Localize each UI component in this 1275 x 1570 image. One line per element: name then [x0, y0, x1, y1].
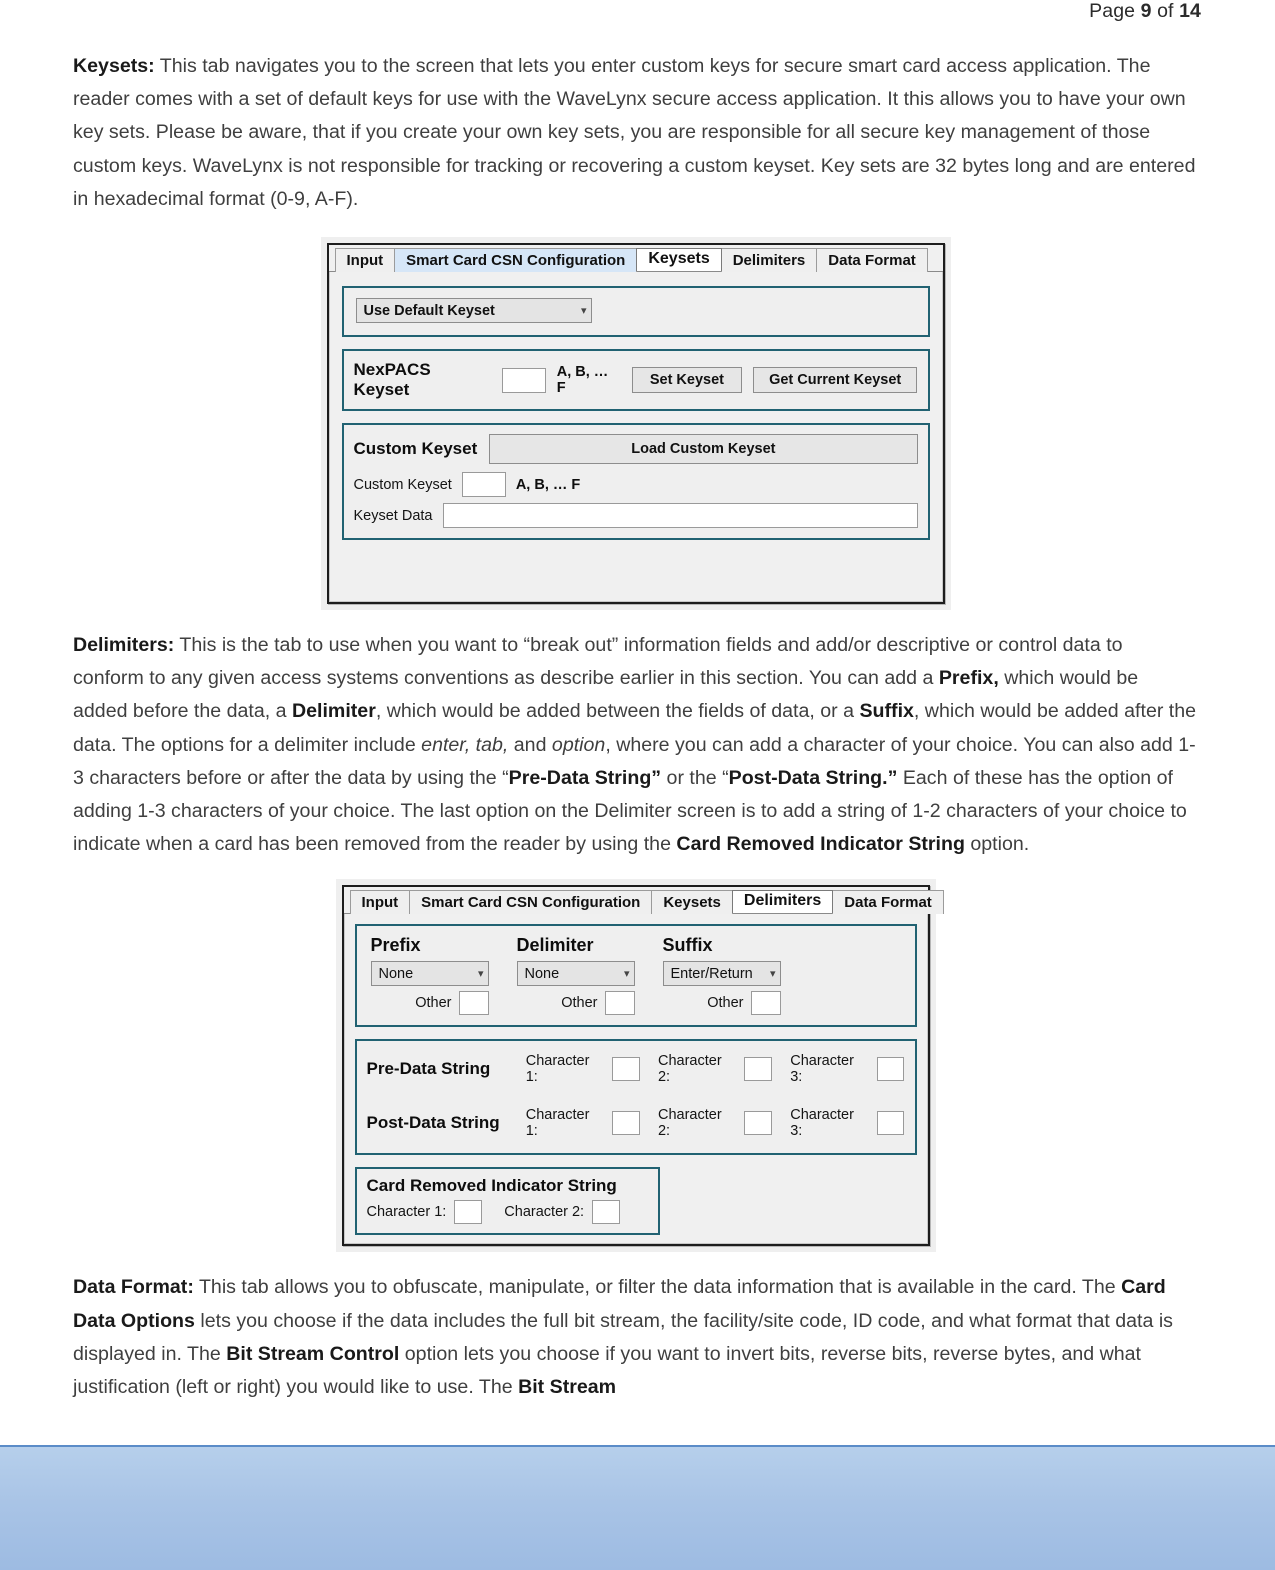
- tab-keysets[interactable]: Keysets: [636, 248, 721, 271]
- card-removed-char-2-input[interactable]: [592, 1200, 620, 1224]
- delimiters-bold-delimiter: Delimiter: [291, 700, 376, 723]
- suffix-other-row: [663, 991, 781, 1015]
- pre-data-char-2-input[interactable]: [744, 1057, 772, 1081]
- post-data-char-3-input[interactable]: [877, 1111, 905, 1135]
- pre-data-char-3-label: Character 3:: [790, 1053, 854, 1086]
- keyset-mode-value: Use Default Keyset: [363, 302, 495, 319]
- load-custom-keyset-button[interactable]: Load Custom Keyset: [489, 434, 917, 464]
- card-removed-char-1-label: Character 1:: [366, 1204, 447, 1221]
- pre-data-char-2-label: Character 2:: [657, 1053, 722, 1086]
- prefix-other-label: Other: [415, 995, 452, 1012]
- prefix-title: Prefix: [370, 935, 421, 956]
- suffix-column: [663, 935, 809, 1015]
- post-data-char-1-group: [526, 1107, 640, 1139]
- post-data-char-1-label: Character 1:: [525, 1107, 590, 1140]
- tab-keysets[interactable]: Keysets: [651, 890, 733, 914]
- custom-keyset-group: [342, 423, 930, 540]
- delimiters-text-8: Each of these has the option of adding 1-3 characters of your choice. The last option on the Delimiter screen is to add a string of 1-2 characters of your choice to indicate when a card has been removed from the reader by using the: [73, 766, 1187, 856]
- keysets-tab-strip: [329, 245, 943, 272]
- chevron-down-icon: ▾: [477, 968, 484, 981]
- tab-smart-card-csn-configuration[interactable]: Smart Card CSN Configuration: [409, 890, 652, 914]
- delimiters-app-window: [342, 885, 930, 1246]
- delimiter-column: [517, 935, 663, 1015]
- suffix-title: Suffix: [662, 935, 713, 956]
- data-format-text-2: lets you choose if the data includes the full bit stream, the facility/site code, ID code, and what format that data is displayed in. The: [73, 1309, 1173, 1365]
- data-format-bold-bit-stream-control: Bit Stream Control: [226, 1342, 400, 1365]
- nexpacs-keyset-group: [342, 349, 930, 411]
- keysets-body-text: This tab navigates you to the screen that lets you enter custom keys for secure smart card access application. The reader comes with a set of default keys for use with the WaveLynx secure access application. It this allows you to have your own key sets. Please be aware, that if you create your own key sets, you are responsible for all secure key management of those custom keys. WaveLynx is not responsible for tracking or recovering a custom keyset. Key sets are 32 bytes long and are entered in hexadecimal format (0-9, A-F).: [73, 55, 1196, 210]
- page-total: 14: [1179, 0, 1201, 22]
- keysets-tab-panel: [329, 272, 943, 602]
- delimiters-text-2: which would be added before the data, a: [73, 667, 1139, 723]
- delimiters-tab-strip: [344, 887, 932, 914]
- delimiter-other-label: Other: [561, 995, 598, 1012]
- data-format-lead-in: Data Format:: [73, 1276, 194, 1299]
- footer-banner: [0, 1445, 1275, 1570]
- pre-data-string-row: [357, 1045, 915, 1093]
- custom-keyset-input[interactable]: [462, 472, 506, 497]
- post-data-char-3-group: [790, 1107, 904, 1139]
- delimiters-text-6: , where you can add a character of your choice. You can also add 1-3 characters before or after the data by using the “: [73, 733, 1196, 789]
- pre-data-char-3-input[interactable]: [877, 1057, 905, 1081]
- chevron-down-icon: ▾: [580, 305, 587, 318]
- get-current-keyset-button[interactable]: Get Current Keyset: [753, 367, 918, 393]
- post-data-char-2-input[interactable]: [744, 1111, 772, 1135]
- custom-keyset-field-label: Custom Keyset: [353, 476, 452, 493]
- delimiters-bold-suffix: Suffix: [859, 700, 914, 723]
- prefix-other-row: [371, 991, 489, 1015]
- post-data-char-3-label: Character 3:: [790, 1107, 854, 1140]
- figure-keysets-screenshot: [321, 237, 951, 610]
- nexpacs-keyset-title: NexPACS Keyset: [353, 360, 431, 400]
- nexpacs-keyset-row: [344, 351, 928, 409]
- tab-data-format[interactable]: Data Format: [816, 248, 928, 272]
- delimiters-bold-card-removed: Card Removed Indicator String: [676, 833, 965, 856]
- pre-data-string-title: Pre-Data String: [366, 1059, 491, 1079]
- delimiters-text-7: or the “: [661, 766, 729, 789]
- page-number-header: [1089, 0, 1201, 23]
- post-data-char-2-label: Character 2:: [657, 1107, 722, 1140]
- delimiters-text-3: , which would be added between the fields of data, or a: [375, 700, 860, 723]
- data-format-text-3: option lets you choose if you want to invert bits, reverse bits, reverse bytes, and what justification (left or right) you would like to use. The: [73, 1342, 1142, 1399]
- delimiters-italic-option: option: [551, 733, 606, 756]
- nexpacs-keyset-input[interactable]: [502, 368, 546, 393]
- prefix-delimiter-suffix-group: [355, 924, 917, 1027]
- tab-delimiters[interactable]: Delimiters: [721, 248, 818, 272]
- prefix-delimiter-suffix-columns: [371, 935, 901, 1015]
- keysets-lead-in: Keysets:: [73, 55, 155, 77]
- post-data-char-2-group: [658, 1107, 772, 1139]
- tab-data-format[interactable]: Data Format: [832, 890, 944, 914]
- delimiters-bold-post-data-string: Post-Data String.”: [728, 766, 898, 789]
- page-of: of: [1157, 0, 1174, 22]
- card-removed-char-row: [357, 1200, 658, 1233]
- pre-data-char-3-group: [790, 1053, 904, 1085]
- delimiters-bold-prefix: Prefix,: [938, 667, 999, 690]
- keyset-data-row: [344, 501, 928, 538]
- card-removed-indicator-title: Card Removed Indicator String: [366, 1176, 617, 1196]
- delimiter-select[interactable]: [517, 961, 635, 986]
- custom-keyset-header-row: [344, 425, 928, 470]
- delimiters-bold-pre-data-string: Pre-Data String”: [508, 766, 662, 789]
- custom-keyset-field-row: [344, 470, 928, 501]
- delimiters-text-1: This is the tab to use when you want to “break out” information fields and add/or descriptive or control data to conform to any given access systems conventions as describe earlier in this section. You can add a: [73, 634, 1123, 690]
- delimiter-title: Delimiter: [516, 935, 594, 956]
- post-data-string-title: Post-Data String: [366, 1113, 500, 1133]
- tab-smart-card-csn-configuration[interactable]: Smart Card CSN Configuration: [394, 248, 637, 272]
- delimiter-select-value: None: [524, 965, 560, 982]
- paragraph-data-format: [73, 1271, 1198, 1404]
- nexpacs-keyset-hint: A, B, … F: [556, 364, 609, 397]
- suffix-other-input[interactable]: [751, 991, 781, 1015]
- pre-data-char-1-group: [526, 1053, 640, 1085]
- pre-data-char-2-group: [658, 1053, 772, 1085]
- suffix-select-value: Enter/Return: [670, 965, 753, 982]
- pre-data-char-1-label: Character 1:: [525, 1053, 590, 1086]
- delimiter-other-input[interactable]: [605, 991, 635, 1015]
- prefix-other-input[interactable]: [459, 991, 489, 1015]
- set-keyset-button[interactable]: Set Keyset: [632, 367, 742, 393]
- delimiters-text-9: option.: [964, 833, 1030, 856]
- prefix-select[interactable]: [371, 961, 489, 986]
- data-format-text-1: This tab allows you to obfuscate, manipulate, or filter the data information that is available in the card. The: [193, 1276, 1122, 1299]
- paragraph-keysets: [73, 50, 1198, 216]
- keyset-data-input[interactable]: [443, 503, 918, 528]
- delimiter-other-row: [517, 991, 635, 1015]
- chevron-down-icon: ▾: [769, 968, 776, 981]
- delimiters-lead-in: Delimiters:: [73, 634, 175, 657]
- custom-keyset-hint: A, B, … F: [515, 476, 581, 493]
- card-removed-indicator-group: [355, 1167, 660, 1235]
- keyset-mode-group: [342, 286, 930, 337]
- delimiters-text-4: , which would be added after the data. The options for a delimiter include: [73, 700, 1197, 756]
- figure-delimiters-screenshot: [336, 879, 936, 1252]
- custom-keyset-title: Custom Keyset: [353, 439, 478, 459]
- pre-data-char-1-input[interactable]: [612, 1057, 640, 1081]
- tab-delimiters[interactable]: Delimiters: [732, 890, 833, 913]
- card-removed-char-2-label: Character 2:: [504, 1204, 585, 1221]
- keyset-mode-select[interactable]: [356, 298, 592, 323]
- data-format-bold-bit-stream: Bit Stream: [518, 1376, 617, 1399]
- chevron-down-icon: ▾: [623, 968, 630, 981]
- document-body: [73, 50, 1198, 1404]
- keyset-data-label: Keyset Data: [353, 507, 433, 524]
- suffix-other-label: Other: [707, 995, 744, 1012]
- post-data-string-row: [357, 1093, 915, 1147]
- delimiters-italic-enter-tab: enter, tab,: [421, 733, 509, 756]
- prefix-select-value: None: [378, 965, 414, 982]
- suffix-select[interactable]: [663, 961, 781, 986]
- keysets-app-window: [327, 243, 945, 604]
- page-label: Page: [1089, 0, 1136, 22]
- data-format-bold-card-data-options: Card Data Options: [73, 1276, 1166, 1332]
- paragraph-delimiters: [73, 629, 1198, 861]
- delimiters-tab-panel: [344, 914, 928, 1244]
- post-data-char-1-input[interactable]: [612, 1111, 640, 1135]
- card-removed-char-1-input[interactable]: [454, 1200, 482, 1224]
- tab-input[interactable]: Input: [350, 890, 411, 914]
- tab-strip-filler: [927, 248, 943, 271]
- page-current: 9: [1140, 0, 1152, 22]
- prefix-column: [371, 935, 517, 1015]
- delimiters-text-5: and: [508, 733, 552, 756]
- pre-post-data-string-group: [355, 1039, 917, 1155]
- tab-input[interactable]: Input: [335, 248, 396, 272]
